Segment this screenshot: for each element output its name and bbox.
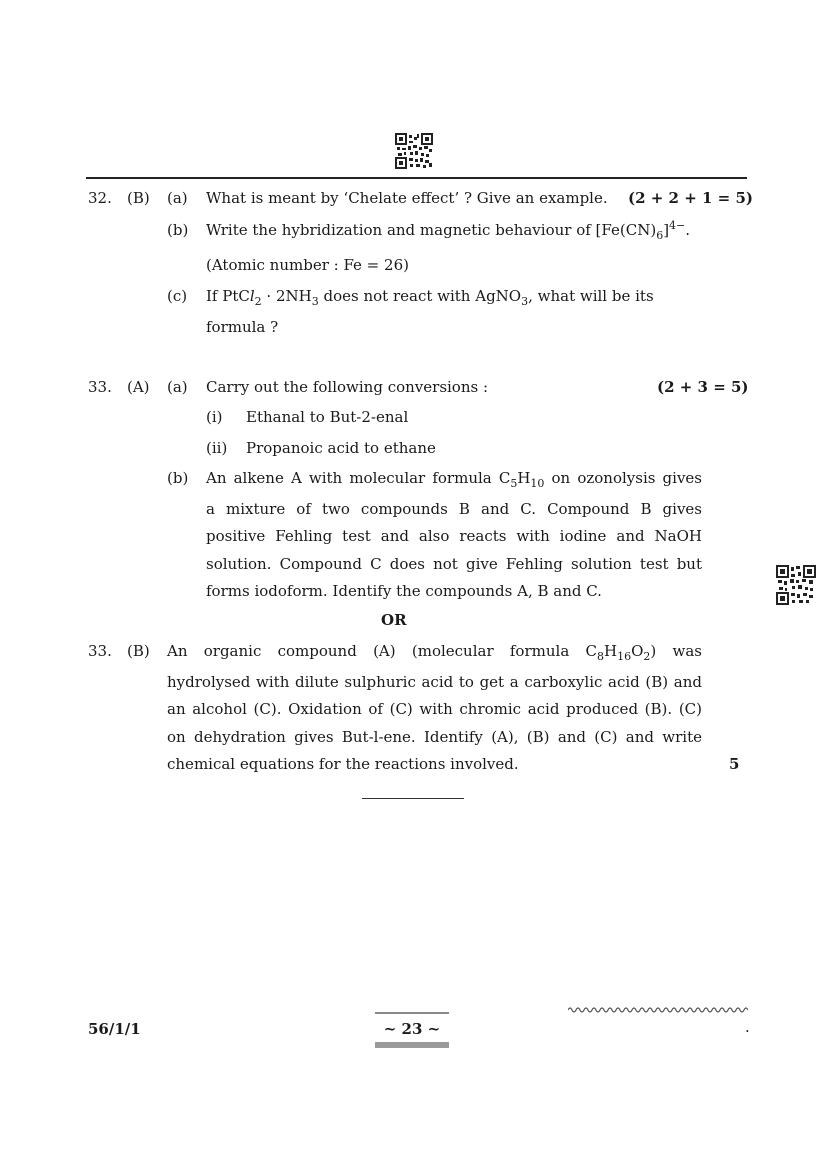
page-number-top-bar [375,1012,449,1014]
q33a-b-line3: positive Fehling test and also reacts with iodine and NaOH [206,527,702,545]
q33b-number: 33. [88,642,112,660]
q33a-i-text: Ethanal to But-2-enal [246,408,409,426]
q32b-label: (b) [167,221,189,239]
page-number-box [375,1012,449,1050]
q33b-line1 [167,642,702,663]
q33a-ii-text: Propanoic acid to ethane [246,439,436,457]
q32b-text-suffix: . [685,221,691,239]
q33b-line3: an alcohol (C). Oxidation of (C) with chromic acid produced (B). (C) [167,700,702,718]
q33b-line2: hydrolysed with dilute sulphuric acid to get a carboxylic acid (B) and [167,673,702,691]
q32c-line2: formula ? [206,318,279,336]
header-rule [86,177,747,179]
paper-code: 56/1/1 [88,1020,141,1038]
q33a-b-line5: forms iodoform. Identify the compounds A, B and C. [206,582,602,600]
end-rule [362,798,464,799]
q32c-t4: , what will be its [528,287,654,305]
q33b-line1-prefix: An organic compound (A) (molecular formula C [167,642,597,660]
q32c-t3: does not react with AgNO [318,287,522,305]
q32c-t1-italic: l [249,287,255,305]
q33a-number: 33. [88,378,112,396]
q33a-a-label: (a) [167,378,188,396]
q33a-b-line1-suffix: on ozonolysis gives [544,469,702,487]
q33a-b-label: (b) [167,469,189,487]
q33a-b-line1-mid: H [517,469,531,487]
q32c-sub2: 3 [311,295,319,308]
or-divider: OR [381,611,407,629]
q33a-b-line1-prefix: An alkene A with molecular formula C [206,469,511,487]
q33b-sub2: 16 [617,650,632,663]
q33a-b-line1 [206,469,702,490]
footer-wavy-line [568,999,748,1009]
q33a-i-label: (i) [206,408,223,426]
q33b-h: H [604,642,618,660]
q33a-b-line4: solution. Compound C does not give Fehling solution test but [206,555,702,573]
page-number: ~ 23 ~ [383,1020,441,1038]
q33a-b-line2: a mixture of two compounds B and C. Compound B gives [206,500,702,518]
q32-option: (B) [127,189,150,207]
q32b-sub: 6 [656,229,664,242]
q33a-marks: (2 + 3 = 5) [657,378,749,396]
qr-code-icon [395,133,433,169]
q33b-line5: chemical equations for the reactions involved. [167,755,519,773]
q33a-ii-label: (ii) [206,439,228,457]
q32b-note: (Atomic number : Fe = 26) [206,256,409,274]
q32c-line1 [206,287,702,308]
q33b-line4: on dehydration gives But-l-ene. Identify (A), (B) and (C) and write [167,728,702,746]
q32a-text: What is meant by ‘Chelate effect’ ? Give an example. [206,189,608,207]
q33b-o: O [631,642,644,660]
q32c-t1: If PtC [206,287,250,305]
q33a-b-sub1: 5 [510,477,518,490]
q33a-a-text: Carry out the following conversions : [206,378,489,396]
page-number-bottom-bar [375,1042,449,1048]
q32c-t2: · 2NH [261,287,312,305]
q32b-sup: 4− [669,219,686,232]
q33a-option: (A) [127,378,150,396]
q32c-sub1: 2 [254,295,262,308]
q33b-line1-suffix: ) was [650,642,702,660]
q33b-sub3: 2 [643,650,651,663]
q32b-text-prefix: Write the hybridization and magnetic behaviour of [Fe(CN) [206,221,657,239]
q33b-sub1: 8 [597,650,604,663]
q33b-option: (B) [127,642,150,660]
q32c-label: (c) [167,287,188,305]
q32-marks: (2 + 2 + 1 = 5) [628,189,753,207]
side-qr-code-icon [776,565,816,605]
footer-dot: . [745,1018,750,1036]
q32a-label: (a) [167,189,188,207]
q32b-text: Write the hybridization and magnetic behaviour of $[Fe(CN)_6]^{4-}$. [206,219,691,242]
q33a-b-sub2: 10 [530,477,545,490]
q32c-sub3: 3 [521,295,529,308]
q33b-marks: 5 [729,755,740,773]
q32-number: 32. [88,189,112,207]
q32c-text [206,287,654,308]
